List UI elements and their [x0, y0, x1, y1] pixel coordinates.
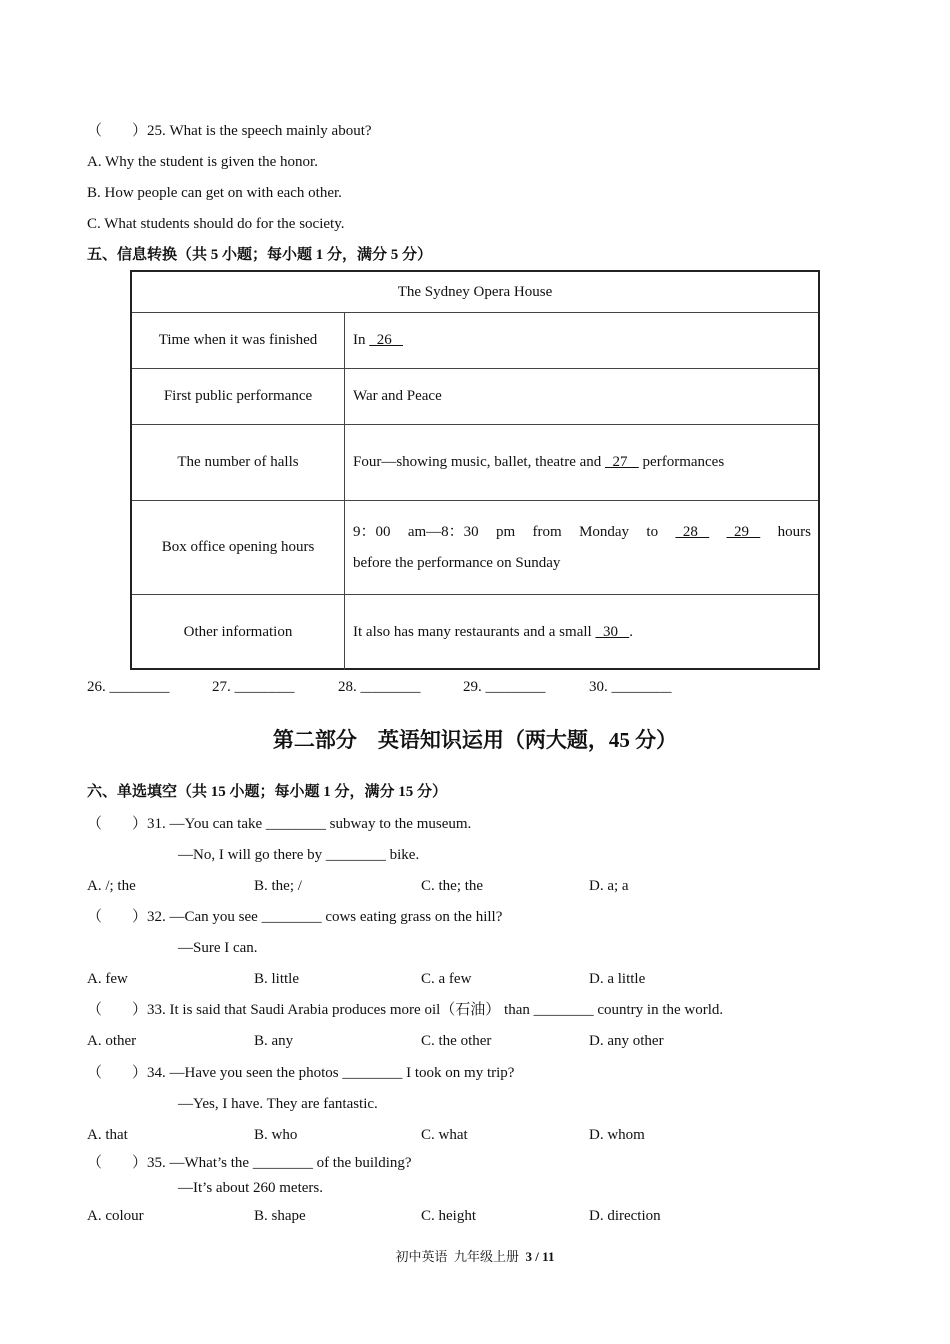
q32-stem: （ ）32. —Can you see ________ cows eating grass on the hill? — [87, 909, 503, 925]
q31-option-c: C. the; the — [421, 878, 484, 894]
row-line-2: before the performance on Sunday — [353, 554, 561, 571]
word: Monday — [579, 523, 630, 540]
row-value — [345, 595, 818, 670]
section5-title: 五、信息转换（共 5 小题；每小题 1 分，满分 5 分） — [87, 247, 433, 263]
q35-option-a: A. colour — [87, 1208, 144, 1224]
row-text: performances — [638, 454, 725, 470]
blank-26: 26 — [369, 332, 403, 348]
table-row — [132, 595, 818, 670]
q32-option-b: B. little — [254, 971, 299, 987]
q31-option-d: D. a; a — [589, 878, 629, 894]
table-header: The Sydney Opera House — [397, 283, 553, 300]
table-row — [132, 313, 818, 369]
row-text: In — [353, 332, 370, 348]
footer-text: 初中英语 九年级上册 — [395, 1249, 526, 1264]
table-row — [132, 425, 818, 501]
q32-option-d: D. a little — [589, 971, 646, 987]
q34-option-b: B. who — [254, 1127, 298, 1143]
q25-option-a: A. Why the student is given the honor. — [87, 154, 318, 170]
word: am—8：30 — [407, 523, 479, 540]
q31-stem: （ ）31. —You can take ________ subway to the museum. — [87, 816, 472, 832]
q35-option-b: B. shape — [254, 1208, 306, 1224]
row-text: Four—showing music, ballet, theatre and — [353, 454, 606, 470]
row-value — [345, 313, 818, 368]
row-label: First public performance — [132, 369, 345, 424]
row-label: Box office opening hours — [132, 501, 345, 594]
q33-option-d: D. any other — [589, 1033, 664, 1049]
q25-option-c: C. What students should do for the society. — [87, 216, 345, 232]
q35-option-c: C. height — [421, 1208, 476, 1224]
table-row — [132, 369, 818, 425]
q33-stem: （ ）33. It is said that Saudi Arabia produces more oil（石油） than ________ country in the world. — [87, 1002, 724, 1018]
page-total: 11 — [542, 1249, 555, 1264]
page-footer — [0, 1246, 950, 1265]
q25-stem: （ ）25. What is the speech mainly about? — [87, 123, 372, 139]
q34-line2: —Yes, I have. They are fantastic. — [178, 1096, 378, 1112]
blank-28: 28 — [675, 523, 710, 540]
row-text: It also has many restaurants and a small — [353, 624, 596, 640]
row-line-1 — [353, 517, 811, 548]
q32-option-c: C. a few — [421, 971, 472, 987]
q31-option-a: A. /; the — [87, 878, 136, 894]
section6-title: 六、单选填空（共 15 小题；每小题 1 分，满分 15 分） — [87, 784, 448, 800]
q33-option-c: C. the other — [421, 1033, 492, 1049]
q33-option-b: B. any — [254, 1033, 294, 1049]
row-value: War and Peace — [353, 388, 442, 404]
answer-line-26[interactable]: 26. ________ — [87, 679, 170, 695]
q32-option-a: A. few — [87, 971, 128, 987]
q34-option-a: A. that — [87, 1127, 128, 1143]
q35-option-d: D. direction — [589, 1208, 661, 1224]
answer-line-30[interactable]: 30. ________ — [589, 679, 672, 695]
part2-title: 第二部分 英语知识运用（两大题，45 分） — [272, 728, 678, 752]
page-number: 3 — [525, 1249, 533, 1264]
q31-line2: —No, I will go there by ________ bike. — [178, 847, 420, 863]
row-label: The number of halls — [132, 425, 345, 500]
table-row — [132, 501, 818, 595]
q32-line2: —Sure I can. — [178, 940, 258, 956]
q35-stem: （ ）35. —What’s the ________ of the building? — [87, 1155, 412, 1171]
answer-line-29[interactable]: 29. ________ — [463, 679, 546, 695]
blank-27: 27 — [605, 454, 639, 470]
q34-option-d: D. whom — [589, 1127, 645, 1143]
answer-line-27[interactable]: 27. ________ — [212, 679, 295, 695]
page-separator: / — [532, 1249, 543, 1264]
word: pm — [496, 523, 516, 540]
q25-option-b: B. How people can get on with each other. — [87, 185, 342, 201]
blank-30: 30 — [595, 624, 630, 640]
row-label: Time when it was finished — [132, 313, 345, 368]
q31-option-b: B. the; / — [254, 878, 302, 894]
row-value — [345, 501, 818, 594]
row-value — [345, 425, 818, 500]
word: to — [646, 523, 659, 540]
row-text: . — [629, 624, 633, 640]
q34-stem: （ ）34. —Have you seen the photos ________ I took on my trip? — [87, 1065, 515, 1081]
table-header-row — [132, 272, 818, 313]
q35-line2: —It’s about 260 meters. — [178, 1180, 323, 1196]
answer-line-28[interactable]: 28. ________ — [338, 679, 421, 695]
word: from — [532, 523, 562, 540]
word: hours — [777, 523, 811, 540]
info-table — [130, 270, 820, 670]
blank-29: 29 — [726, 523, 761, 540]
row-label: Other information — [132, 595, 345, 670]
q34-option-c: C. what — [421, 1127, 468, 1143]
word: 9：00 — [353, 523, 391, 540]
q33-option-a: A. other — [87, 1033, 137, 1049]
